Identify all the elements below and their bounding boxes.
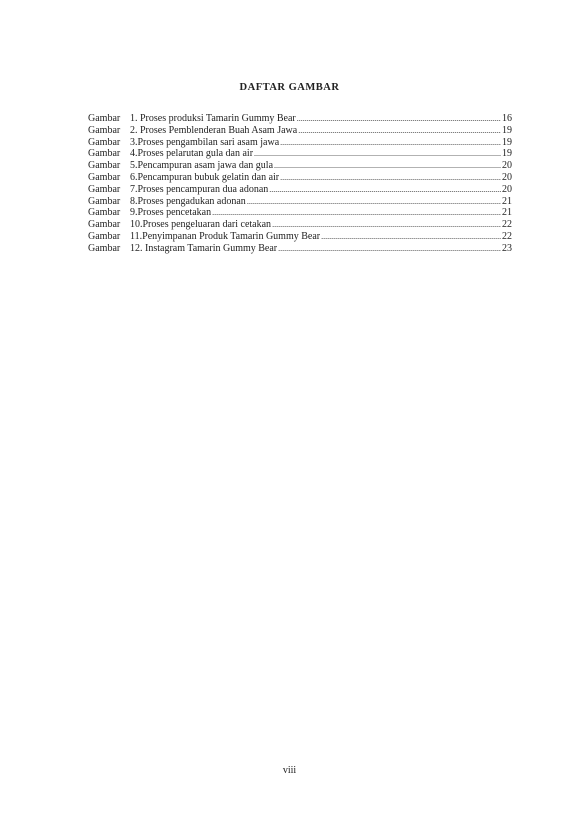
entry-label [88,172,279,184]
entry-label [88,137,279,149]
entry-title: 10.Proses pengeluaran dari cetakan [130,219,272,231]
list-item[interactable] [88,243,512,255]
entry-page-number: 23 [502,242,512,254]
entry-label [88,243,277,255]
leader-dots [297,113,501,125]
leader-dots [247,196,501,208]
entry-page-number: 21 [502,207,512,219]
figure-list [88,113,512,255]
entry-page-number: 20 [502,183,512,195]
entry-label [88,148,253,160]
list-item[interactable] [88,160,512,172]
entry-title: 1. Proses produksi Tamarin Gummy Bear [130,113,296,124]
entry-title: 4.Proses pelarutan gula dan air [130,148,254,160]
entry-title: 9.Proses pencetakan [130,207,212,219]
leader-dots [298,125,501,137]
entry-title: 11.Penyimpanan Produk Tamarin Gummy Bear [130,230,321,242]
entry-title: 6.Pencampuran bubuk gelatin dan air [130,171,280,183]
entry-page-number: 20 [502,171,512,183]
entry-prefix: Gambar [88,195,121,207]
entry-prefix: Gambar [88,136,121,148]
entry-page-number: 19 [502,136,512,148]
entry-label [88,125,297,137]
entry-page-number: 20 [502,160,512,172]
entry-prefix: Gambar [88,124,121,136]
entry-title: 8.Proses pengadukan adonan [130,195,246,207]
entry-label [88,113,296,125]
entry-prefix: Gambar [88,160,121,172]
entry-page-number: 19 [502,148,512,160]
entry-label [88,231,320,243]
entry-prefix: Gambar [88,183,121,195]
entry-prefix: Gambar [88,219,121,231]
entry-page-number: 22 [502,230,512,242]
entry-prefix: Gambar [88,171,121,183]
list-item[interactable] [88,219,512,231]
entry-page-number: 16 [502,113,512,124]
leader-dots [212,207,501,219]
entry-prefix: Gambar [88,230,121,242]
list-item[interactable] [88,196,512,208]
entry-label [88,219,271,231]
leader-dots [278,243,501,255]
list-item[interactable] [88,184,512,196]
list-item[interactable] [88,137,512,149]
entry-prefix: Gambar [88,207,121,219]
leader-dots [321,231,501,243]
list-item[interactable] [88,172,512,184]
entry-title: 3.Proses pengambilan sari asam jawa [130,136,280,148]
footer-page-number: viii [282,765,297,776]
list-item[interactable] [88,148,512,160]
entry-label [88,207,211,219]
list-item[interactable] [88,125,512,137]
entry-label [88,184,268,196]
leader-dots [274,160,501,172]
entry-title: 7.Proses pencampuran dua adonan [130,183,269,195]
leader-dots [272,219,501,231]
leader-dots [269,184,501,196]
leader-dots [280,172,501,184]
leader-dots [254,148,501,160]
entry-page-number: 22 [502,219,512,231]
entry-label [88,196,246,208]
entry-prefix: Gambar [88,242,121,254]
entry-page-number: 19 [502,124,512,136]
entry-label [88,160,273,172]
leader-dots [280,137,501,149]
entry-page-number: 21 [502,195,512,207]
entry-title: 12. Instagram Tamarin Gummy Bear [130,242,278,254]
entry-title: 2. Proses Pemblenderan Buah Asam Jawa [130,124,298,136]
entry-prefix: Gambar [88,148,121,160]
list-item[interactable] [88,231,512,243]
list-item[interactable] [88,207,512,219]
page-title: DAFTAR GAMBAR [239,82,340,93]
list-item[interactable] [88,113,512,125]
entry-title: 5.Pencampuran asam jawa dan gula [130,160,274,172]
entry-prefix: Gambar [88,113,121,124]
